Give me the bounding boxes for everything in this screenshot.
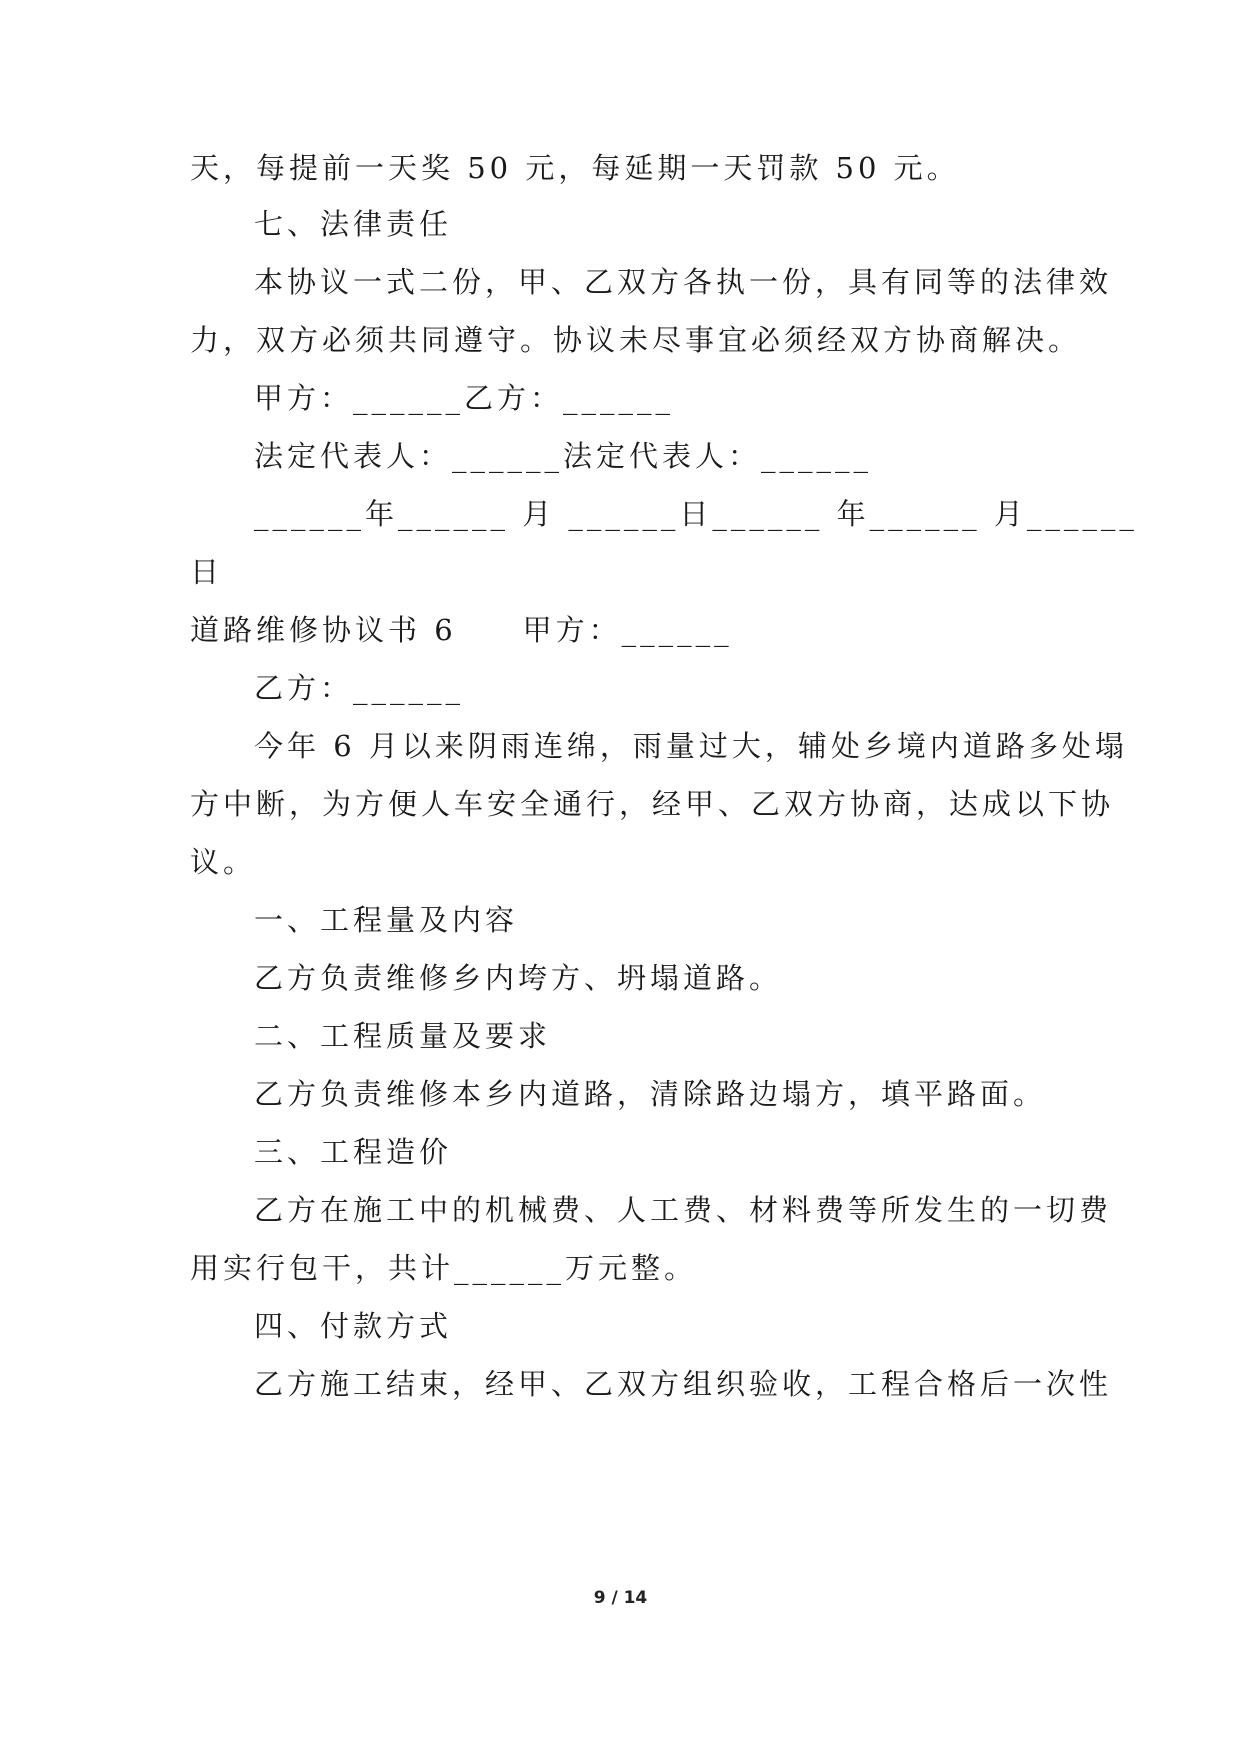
body-text-line: 乙方施工结束，经甲、乙双方组织验收，工程合格后一次性 bbox=[254, 1367, 1113, 1401]
body-text-line: 乙方在施工中的机械费、人工费、材料费等所发生的一切费 bbox=[254, 1193, 1113, 1227]
body-text-line: 力，双方必须共同遵守。协议未尽事宜必须经双方协商解决。 bbox=[190, 323, 1082, 357]
body-text-line: 用实行包干，共计______万元整。 bbox=[190, 1251, 698, 1285]
signature-representative-line: 法定代表人：______法定代表人：______ bbox=[254, 439, 873, 473]
body-text-line: 议。 bbox=[190, 845, 257, 879]
section-heading: 一、工程量及内容 bbox=[254, 903, 519, 937]
section-heading: 二、工程质量及要求 bbox=[254, 1019, 552, 1053]
signature-party-line: 甲方：______乙方：______ bbox=[254, 381, 675, 415]
page-number: 9 / 14 bbox=[593, 1588, 648, 1608]
body-text-line: 天，每提前一天奖 50 元，每延期一天罚款 50 元。 bbox=[190, 151, 960, 185]
body-text-line: 方中断，为方便人车安全通行，经甲、乙双方协商，达成以下协 bbox=[190, 787, 1115, 821]
section-heading: 三、工程造价 bbox=[254, 1135, 453, 1169]
body-text-line: 乙方负责维修乡内垮方、坍塌道路。 bbox=[254, 961, 783, 995]
signature-date-line: ______年______ 月 ______日______ 年______ 月______ bbox=[254, 497, 1138, 531]
signature-date-line-end: 日 bbox=[190, 555, 224, 589]
section-heading: 四、付款方式 bbox=[254, 1309, 453, 1343]
body-text-line: 乙方负责维修本乡内道路，清除路边塌方，填平路面。 bbox=[254, 1077, 1047, 1111]
section-heading: 七、法律责任 bbox=[254, 207, 453, 241]
body-text-line: 今年 6 月以来阴雨连绵，雨量过大，辅处乡境内道路多处塌 bbox=[254, 729, 1128, 763]
party-b-line: 乙方：______ bbox=[254, 671, 465, 705]
document-title-line: 道路维修协议书 6 甲方：______ bbox=[190, 613, 733, 647]
body-text-line: 本协议一式二份，甲、乙双方各执一份，具有同等的法律效 bbox=[254, 265, 1113, 299]
